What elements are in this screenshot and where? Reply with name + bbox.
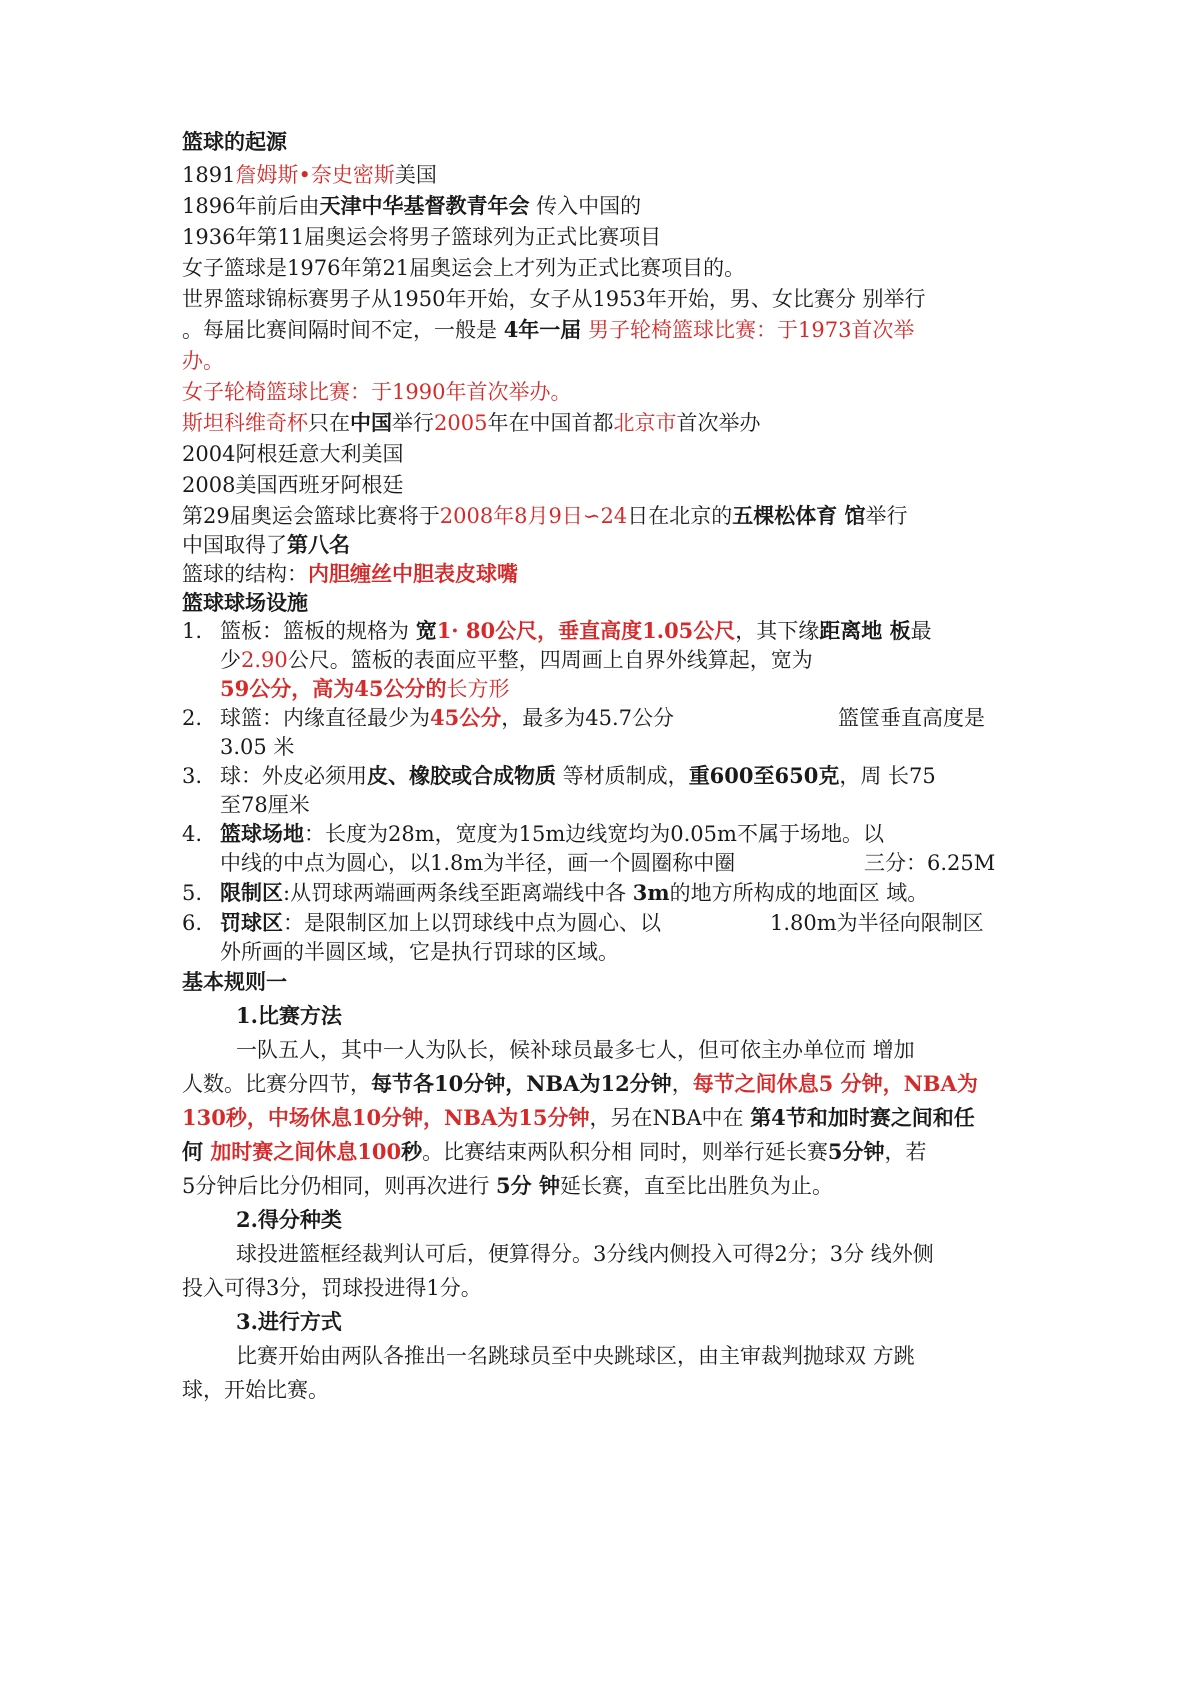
origin-line-2004: 2004阿根廷意大利美国 [182,442,404,466]
origin-line-1896: 1896年前后由天津中华基督教青年会 传入中国的 [182,193,642,218]
facility-item-free-throw-area-line2: 外所画的半圆区域，它是执行罚球的区域。 [220,940,619,964]
facility-item-hoop-height-label: 篮筐垂直高度是 [838,706,985,730]
origin-line-stankovic: 斯坦科维奇杯只在中国举行2005年在中国首都北京市首次举办 [182,410,761,435]
facility-item-hoop-height-value: 3.05 米 [220,735,295,759]
rules-subtitle-method: 1.比赛方法 [236,1003,342,1028]
facility-item-restricted-area: 5. 限制区:从罚球两端画两条线至距离端线中各 3m的地方所构成的地面区 域。 [182,880,929,905]
origin-line-eighth-place: 中国取得了第八名 [182,532,350,557]
rules-subtitle-scoring: 2.得分种类 [236,1207,342,1232]
facility-item-free-throw-radius: 1.80m为半径向限制区 [770,911,984,935]
rules-procedure-line2: 球，开始比赛。 [182,1378,329,1402]
rules-scoring-line2: 投入可得3分，罚球投进得1分。 [182,1276,482,1300]
facility-item-three-point: 三分：6.25M [864,851,996,875]
facility-item-court: 4. 篮球场地：长度为28m，宽度为15m边线宽均为0.05m不属于场地。以 [182,821,884,846]
facility-item-hoop: 2. 球篮：内缘直径最少为45公分，最多为45.7公分 [182,705,674,730]
origin-line-1936: 1936年第11届奥运会将男子篮球列为正式比赛项目 [182,225,662,249]
rules-scoring-line1: 球投进篮框经裁判认可后，便算得分。3分线内侧投入可得2分；3分 线外侧 [236,1242,934,1266]
rules-method-line5: 5分钟后比分仍相同，则再次进行 5分 钟延长赛，直至比出胜负为止。 [182,1173,833,1198]
origin-line-world-championship: 世界篮球锦标赛男子从1950年开始，女子从1953年开始，男、女比赛分 别举行 [182,287,926,311]
origin-line-structure: 篮球的结构：内胆缠丝中胆表皮球嘴 [182,561,518,586]
origin-line-women-wheelchair: 女子轮椅篮球比赛：于1990年首次举办。 [182,380,572,404]
origin-line-interval: 。每届比赛间隔时间不定，一般是 4年一届 男子轮椅篮球比赛：于1973首次举 [182,317,915,342]
rules-method-line4: 何 加时赛之间休息100秒。比赛结束两队积分相 同时，则举行延长赛5分钟，若 [182,1139,927,1164]
facility-item-backboard-line2: 少2.90公尺。篮板的表面应平整，四周画上自界外线算起，宽为 [220,648,813,672]
facility-item-backboard: 1. 篮板：篮板的规格为 宽1· 80公尺，垂直高度1.05公尺，其下缘距离地 板最 [182,618,932,643]
section-title-origin: 篮球的起源 [182,129,287,154]
section-title-facilities: 篮球球场设施 [182,590,308,615]
facility-item-ball-line2: 至78厘米 [220,793,310,817]
origin-line-wheelchair-end: 办。 [182,349,224,373]
origin-line-women: 女子篮球是1976年第21届奥运会上才列为正式比赛项目的。 [182,256,746,280]
facility-item-free-throw-area: 6. 罚球区：是限制区加上以罚球线中点为圆心、以 [182,910,661,935]
facility-item-court-line2: 中线的中点为圆心，以1.8m为半径，画一个圆圈称中圈 [220,851,736,875]
origin-line-2008: 2008美国西班牙阿根廷 [182,473,404,497]
origin-line-1891: 1891詹姆斯•奈史密斯美国 [182,163,437,187]
rules-procedure-line1: 比赛开始由两队各推出一名跳球员至中央跳球区，由主审裁判抛球双 方跳 [236,1344,915,1368]
section-title-rules: 基本规则一 [182,969,287,994]
rules-method-line3: 130秒，中场休息10分钟，NBA为15分钟，另在NBA中在 第4节和加时赛之间和任 [182,1105,975,1130]
facility-item-backboard-line3: 59公分，高为45公分的长方形 [220,676,510,701]
rules-method-line2: 人数。比赛分四节，每节各10分钟，NBA为12分钟，每节之间休息5 分钟，NBA为 [182,1071,978,1096]
rules-method-line1: 一队五人，其中一人为队长，候补球员最多七人，但可依主办单位而 增加 [236,1038,915,1062]
facility-item-ball: 3. 球：外皮必须用皮、橡胶或合成物质 等材质制成，重600至650克，周 长75 [182,763,936,788]
origin-line-olympics-29: 第29届奥运会篮球比赛将于2008年8月9日∽24日在北京的五棵松体育 馆举行 [182,503,908,528]
rules-subtitle-procedure: 3.进行方式 [236,1309,342,1334]
